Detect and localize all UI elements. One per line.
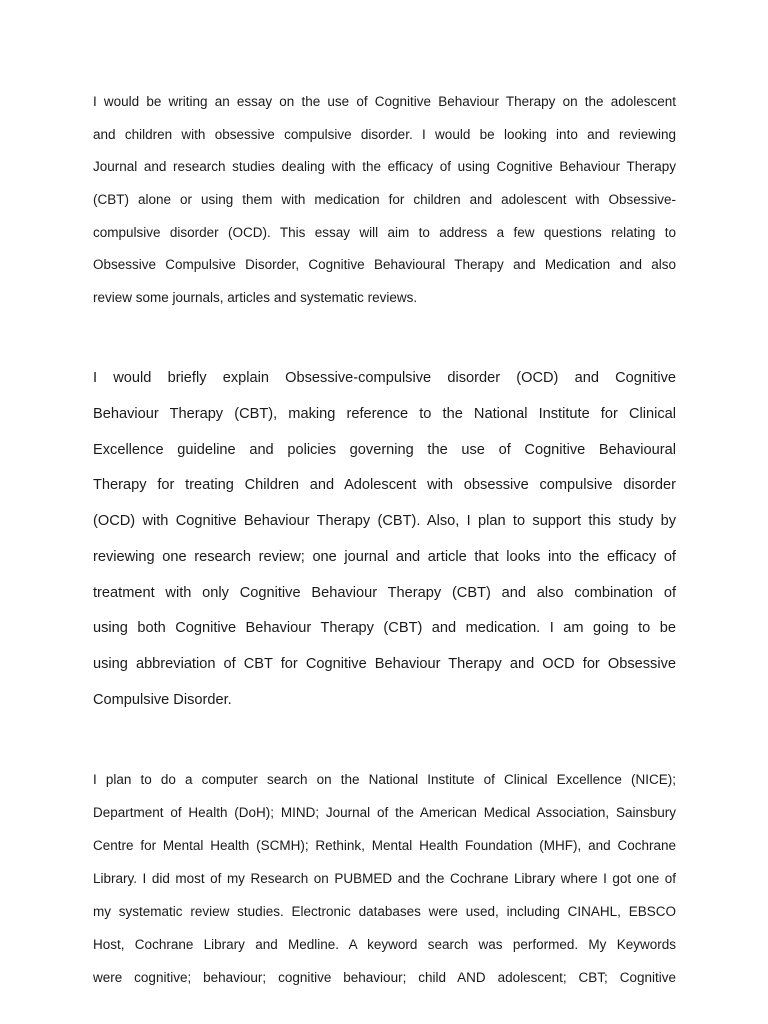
text-line: treatment with only Cognitive Behaviour Therapy (CBT) and also combination of xyxy=(93,584,676,601)
paragraph-3 xyxy=(93,763,676,994)
text-line: Department of Health (DoH); MIND; Journal of the American Medical Association, Sainsbury xyxy=(93,805,676,820)
text-line: reviewing one research review; one journal and article that looks into the efficacy of xyxy=(93,548,676,565)
text-line: Obsessive Compulsive Disorder, Cognitive Behavioural Therapy and Medication and also xyxy=(93,257,676,273)
text-line: Host, Cochrane Library and Medline. A keyword search was performed. My Keywords xyxy=(93,937,676,952)
paragraph-1 xyxy=(93,86,676,315)
text-line: I would briefly explain Obsessive-compulsive disorder (OCD) and Cognitive xyxy=(93,370,676,386)
text-line: using both Cognitive Behaviour Therapy (CBT) and medication. I am going to be xyxy=(93,620,676,637)
text-line: were cognitive; behaviour; cognitive behaviour; child AND adolescent; CBT; Cognitive xyxy=(93,970,676,985)
text-line: Excellence guideline and policies governing the use of Cognitive Behavioural xyxy=(93,441,676,458)
text-line: Behaviour Therapy (CBT), making reference to the National Institute for Clinical xyxy=(93,405,676,422)
text-line: I plan to do a computer search on the National Institute of Clinical Excellence (NICE); xyxy=(93,772,676,787)
text-line: and children with obsessive compulsive disorder. I would be looking into and reviewing xyxy=(93,126,676,142)
text-line: Compulsive Disorder. xyxy=(93,691,232,708)
text-line: I would be writing an essay on the use of Cognitive Behaviour Therapy on the adolescent xyxy=(93,94,676,109)
text-line: compulsive disorder (OCD). This essay will aim to address a few questions relating to xyxy=(93,224,676,240)
text-line: Centre for Mental Health (SCMH); Rethink, Mental Health Foundation (MHF), and Cochrane xyxy=(93,838,676,853)
text-line: review some journals, articles and systematic reviews. xyxy=(93,289,418,305)
text-line: (CBT) alone or using them with medication for children and adolescent with Obsessive- xyxy=(93,191,676,207)
text-line: Journal and research studies dealing with the efficacy of using Cognitive Behaviour Therapy xyxy=(93,159,676,175)
text-line: (OCD) with Cognitive Behaviour Therapy (CBT). Also, I plan to support this study by xyxy=(93,513,676,529)
text-line: Library. I did most of my Research on PUBMED and the Cochrane Library where I got one of xyxy=(93,871,676,886)
text-line: using abbreviation of CBT for Cognitive Behaviour Therapy and OCD for Obsessive xyxy=(93,656,676,672)
text-line: Therapy for treating Children and Adolescent with obsessive compulsive disorder xyxy=(93,477,676,494)
paragraph-2 xyxy=(93,361,676,719)
text-line: my systematic review studies. Electronic databases were used, including CINAHL, EBSCO xyxy=(93,904,676,919)
